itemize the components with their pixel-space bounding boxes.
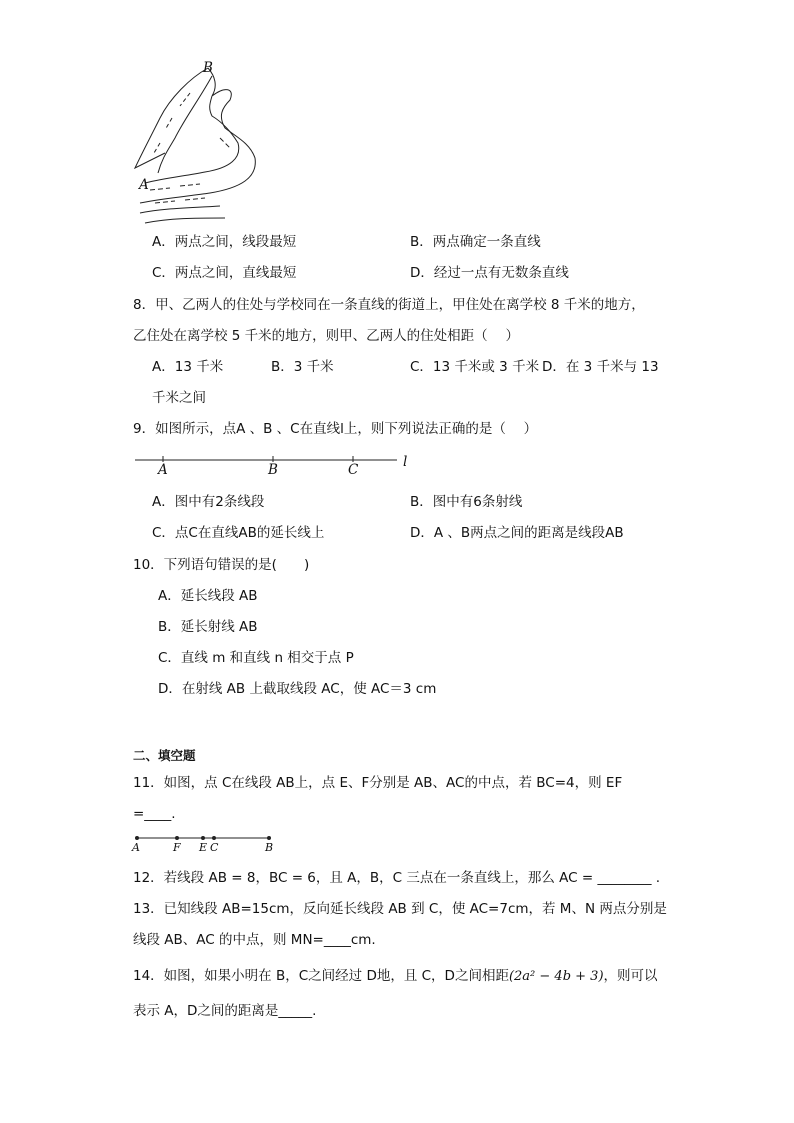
q8-stem-line2: 乙住处在离学校 5 千米的地方，则甲、乙两人的住处相距（ ） <box>133 328 519 344</box>
q14-expression: (2a² − 4b + 3) <box>508 969 604 984</box>
q9-stem: 9．如图所示，点A 、B 、C在直线l上，则下列说法正确的是（ ） <box>133 421 538 437</box>
q8-option-d: D．在 3 千米与 13 <box>542 359 659 375</box>
q14-stem-line1 <box>133 966 658 987</box>
q10-option-a: A．延长线段 AB <box>158 588 258 604</box>
q14-text-post: ，则可以 <box>603 968 658 984</box>
q8-stem-line1: 8．甲、乙两人的住处与学校同在一条直线的街道上，甲住处在离学校 8 千米的地方， <box>133 297 645 313</box>
q9-option-d: D．A 、B两点之间的距离是线段AB <box>410 525 624 541</box>
q9-label-c: C <box>348 462 359 478</box>
q11-label-f: F <box>173 841 181 854</box>
q9-option-c: C．点C在直线AB的延长线上 <box>152 525 325 541</box>
river-figure <box>130 58 270 228</box>
q11-label-a: A <box>132 841 140 854</box>
q8-option-c: C．13 千米或 3 千米 <box>410 359 540 375</box>
q10-option-c: C．直线 m 和直线 n 相交于点 P <box>158 650 354 666</box>
section-title-fill-in: 二、填空题 <box>133 748 196 763</box>
q9-label-l: l <box>403 454 408 470</box>
q12-stem: 12．若线段 AB = 8，BC = 6，且 A，B，C 三点在一条直线上，那么 AC = ________ . <box>133 870 661 886</box>
q11-stem-line2: =____. <box>133 806 176 822</box>
q7-option-d: D．经过一点有无数条直线 <box>410 265 569 281</box>
q13-stem-line2: 线段 AB、AC 的中点，则 MN=____cm. <box>133 932 376 948</box>
q7-option-a: A．两点之间，线段最短 <box>152 234 297 250</box>
q14-text-pre: 14．如图，如果小明在 B，C之间经过 D地，且 C，D之间相距 <box>133 968 509 984</box>
q8-option-b: B．3 千米 <box>271 359 334 375</box>
q14-stem-line2: 表示 A，D之间的距离是_____. <box>133 1003 317 1019</box>
q8-option-d-cont: 千米之间 <box>152 390 206 406</box>
river-label-b: B <box>203 60 213 76</box>
q11-label-e: E <box>199 841 208 854</box>
q11-label-b: B <box>265 841 274 854</box>
q10-option-b: B．延长射线 AB <box>158 619 258 635</box>
q8-option-a: A．13 千米 <box>152 359 224 375</box>
q11-label-c: C <box>210 841 219 854</box>
q7-option-c: C．两点之间，直线最短 <box>152 265 297 281</box>
q10-option-d: D．在射线 AB 上截取线段 AC，使 AC＝3 cm <box>158 681 437 697</box>
q9-option-a: A．图中有2条线段 <box>152 494 265 510</box>
q7-option-b: B．两点确定一条直线 <box>410 234 541 250</box>
q9-label-b: B <box>268 462 278 478</box>
q11-stem-line1: 11．如图，点 C在线段 AB上，点 E、F分别是 AB、AC的中点，若 BC=4，则 EF <box>133 775 623 791</box>
q9-label-a: A <box>158 462 168 478</box>
q9-option-b: B．图中有6条射线 <box>410 494 523 510</box>
q10-stem: 10．下列语句错误的是( ) <box>133 557 310 573</box>
river-label-a: A <box>139 177 149 193</box>
q13-stem-line1: 13．已知线段 AB=15cm，反向延长线段 AB 到 C，使 AC=7cm，若 M、N 两点分别是 <box>133 901 667 917</box>
